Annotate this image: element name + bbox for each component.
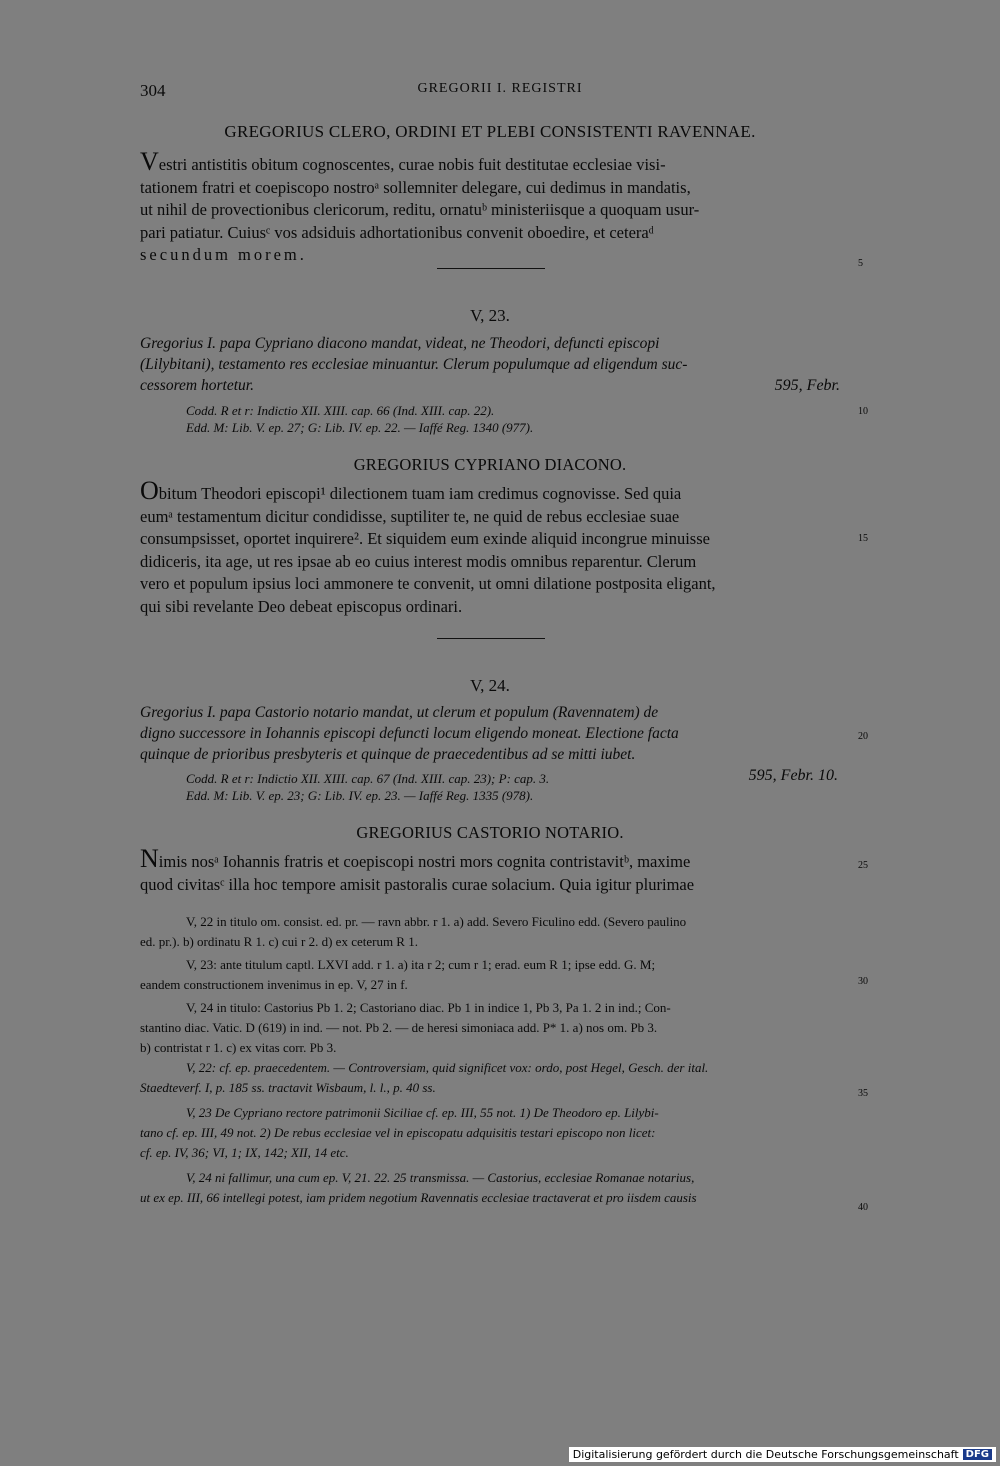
running-title: GREGORII I. REGISTRI (417, 81, 583, 96)
letter3-regest (140, 702, 840, 765)
regest-line: cessorem hortetur. 595, Febr. (140, 377, 840, 394)
text-line: Vestri antistitis obitum cognoscentes, curae nobis fuit destitutae ecclesiae visi- (140, 147, 666, 176)
letter3-body (140, 844, 840, 896)
regest-line: quinque de prioribus presbyteris et quinque de praecedentibus ad se mitti iubet. (140, 746, 636, 763)
note-line: eandem constructionem invenimus in ep. V, 27 in f. (140, 977, 408, 992)
text-line: quod civitasᶜ illa hoc tempore amisit pastoralis curae solacium. Quia igitur plurimae (140, 874, 695, 894)
letter2-body (140, 476, 840, 618)
dfg-logo: DFG (963, 1449, 992, 1460)
codices-line: Codd. R et r: Indictio XII. XIII. cap. 66 (Ind. XIII. cap. 22). (186, 403, 495, 418)
text-line: Obitum Theodori episcopi¹ dilectionem tuam iam credimus cognovisse. Sed quia (140, 476, 682, 505)
text-line: consumpsisset, oportet inquirere². Et siquidem eum exinde aliquid incongrue minuisse (140, 529, 710, 548)
text-line: vero et populum ipsius loci ammonere te convenit, ut omni dilatione postposita eligant, (140, 574, 716, 593)
commentary-notes (140, 1058, 840, 1208)
note-line: cf. ep. IV, 36; VI, 1; IX, 142; XII, 14 etc. (140, 1145, 349, 1160)
note-line: ed. pr.). b) ordinatu R 1. c) cui r 2. d) ex ceterum R 1. (140, 934, 418, 949)
letter2-heading: GREGORIUS CYPRIANO DIACONO. (353, 455, 627, 474)
note-line: b) contristat r 1. c) ex vitas corr. Pb 3. (140, 1040, 337, 1055)
regest-line: (Lilybitani), testamento res ecclesiae minuantur. Clerum populumque ad eligendum suc- (140, 356, 688, 373)
note-line: V, 23 De Cypriano rectore patrimonii Siciliae cf. ep. III, 55 not. 1) De Theodoro ep. Lilybi- (186, 1105, 659, 1120)
apparatus-notes (140, 912, 840, 1058)
letter-date: 595, Febr. (774, 377, 840, 394)
line-number: 20 (858, 731, 868, 742)
text-line: eumᵃ testamentum dicitur condidisse, suptiliter te, ne quid de rebus ecclesiae suae (140, 506, 680, 526)
letter2-regest (140, 333, 840, 396)
text-line: secundum morem. (140, 245, 307, 264)
note-line: stantino diac. Vatic. D (619) in ind. — not. Pb 2. — de heresi simoniaca add. P* 1. a) nos om. Pb 3. (140, 1020, 658, 1035)
letter1-heading: GREGORIUS CLERO, ORDINI ET PLEBI CONSISTENTI RAVENNAE. (224, 122, 756, 141)
note-line: tano cf. ep. III, 49 not. 2) De rebus ecclesiae vel in episcopatu adquisitis testari episcopo non licet: (140, 1125, 656, 1140)
text-line: didiceris, ita age, ut res ipsae ab eo cuius interest modis omnibus reparentur. Clerum (140, 551, 697, 571)
text-line: pari patiatur. Cuiusᶜ vos adsiduis adhortationibus convenit oboedire, et ceteraᵈ (140, 222, 654, 242)
note-line: Staedteverf. I, p. 185 ss. tractavit Wisbaum, l. l., p. 40 ss. (140, 1080, 436, 1095)
line-number: 30 (858, 976, 868, 987)
letter3-heading: GREGORIUS CASTORIO NOTARIO. (356, 823, 624, 842)
note-line: V, 22 in titulo om. consist. ed. pr. — ravn abbr. r 1. a) add. Severo Ficulino edd. (Severo paulino (186, 914, 687, 929)
note-line: V, 24 in titulo: Castorius Pb 1. 2; Castoriano diac. Pb 1 in indice 1, Pb 3, Pa 1. 2 in ind.; Con- (186, 1000, 671, 1015)
initial-letter: V (140, 147, 159, 176)
letter3-number: V, 24. (470, 676, 510, 695)
text-line: qui sibi revelante Deo debeat episcopus ordinari. (140, 596, 463, 616)
initial-letter: O (140, 476, 159, 505)
line-number: 5 (858, 258, 863, 269)
note-line: V, 23: ante titulum captl. LXVI add. r 1. a) ita r 2; cum r 1; erad. eum R 1; ipse edd. G. M; (186, 957, 656, 972)
line-number: 40 (858, 1202, 868, 1213)
regest-line: Gregorius I. papa Cypriano diacono mandat, videat, ne Theodori, defuncti episcopi (140, 335, 660, 352)
codices-line: Codd. R et r: Indictio XII. XIII. cap. 67 (Ind. XIII. cap. 23); P: cap. 3. 595, Febr. 10. (186, 767, 838, 786)
text-line: ut nihil de provectionibus clericorum, reditu, ornatuᵇ ministeriisque a quoquam usur- (140, 200, 700, 219)
note-line: ut ex ep. III, 66 intellegi potest, iam pridem negotium Ravennatis ecclesiae tractaverat et pro iisdem causis (140, 1190, 697, 1205)
separator-rule (437, 638, 545, 639)
letter2-codices (186, 402, 846, 436)
separator-rule (437, 268, 545, 269)
text-line: tationem fratri et coepiscopo nostroᵃ sollemniter delegare, cui dedimus in mandatis, (140, 177, 691, 197)
regest-line: Gregorius I. papa Castorio notario mandat, ut clerum et populum (Ravennatem) de (140, 704, 659, 721)
page-number: 304 (140, 81, 166, 100)
regest-line: digno successore in Iohannis episcopi defuncti locum eligendo moneat. Electione facta (140, 725, 679, 742)
digitization-footer (569, 1447, 996, 1462)
line-number: 10 (858, 406, 868, 417)
note-line: V, 24 ni fallimur, una cum ep. V, 21. 22. 25 transmissa. — Castorius, ecclesiae Romanae notarius, (186, 1170, 695, 1185)
note-line: V, 22: cf. ep. praecedentem. — Controversiam, quid significet vox: ordo, post Hegel, Gesch. der ital. (186, 1060, 709, 1075)
initial-letter: N (140, 844, 159, 873)
letter1-body (140, 147, 840, 267)
line-number: 15 (858, 533, 868, 544)
codices-line: Edd. M: Lib. V. ep. 27; G: Lib. IV. ep. 22. — Iaffé Reg. 1340 (977). (186, 420, 534, 435)
letter2-number: V, 23. (470, 306, 510, 325)
letter3-codices (186, 767, 846, 804)
text-line: Nimis nosᵃ Iohannis fratris et coepiscopi nostri mors cognita contristavitᵇ, maxime (140, 844, 691, 873)
line-number: 35 (858, 1088, 868, 1099)
footer-text: Digitalisierung gefördert durch die Deutsche Forschungsgemeinschaft (572, 1448, 959, 1461)
letter-date: 595, Febr. 10. (748, 767, 838, 784)
line-number: 25 (858, 860, 868, 871)
codices-line: Edd. M: Lib. V. ep. 23; G: Lib. IV. ep. 23. — Iaffé Reg. 1335 (978). (186, 788, 534, 803)
